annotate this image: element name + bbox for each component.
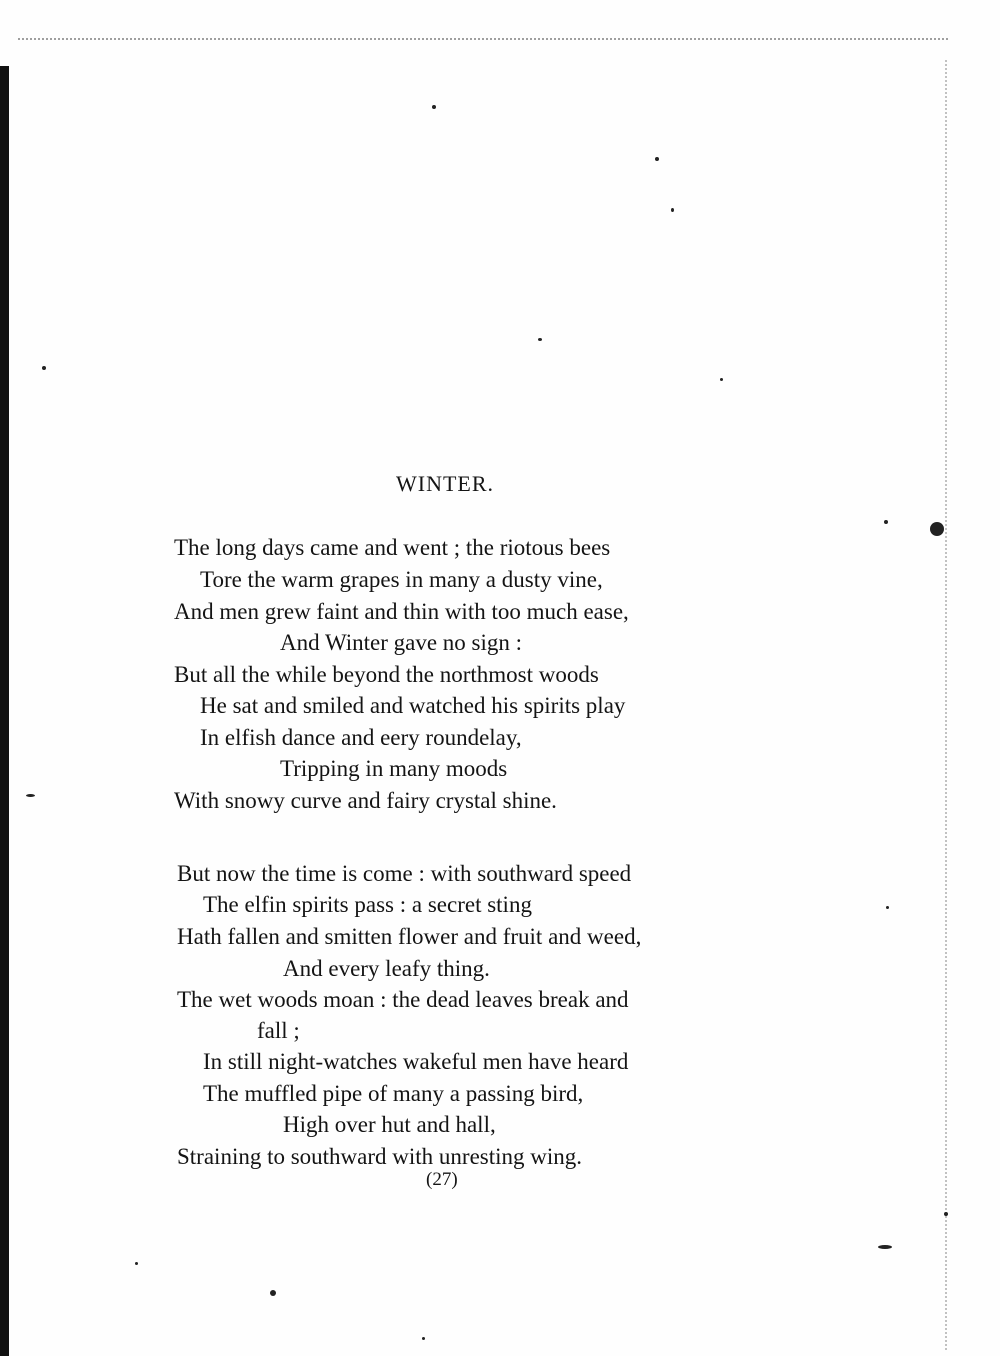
page-top-edge <box>18 38 948 43</box>
speck <box>135 1262 138 1265</box>
poem-line: Straining to southward with unresting wing. <box>177 1144 583 1169</box>
poem-line: With snowy curve and fairy crystal shine. <box>174 788 557 813</box>
poem-line: But now the time is come : with southward speed <box>177 861 632 886</box>
poem-line: Tripping in many moods <box>280 756 508 781</box>
speck <box>671 208 674 212</box>
speck <box>878 1245 892 1249</box>
speck <box>42 366 46 370</box>
poem-line: In elfish dance and eery roundelay, <box>200 725 522 750</box>
speck <box>432 105 436 109</box>
poem-line: In still night-watches wakeful men have heard <box>203 1049 629 1074</box>
poem-line: And every leafy thing. <box>283 956 490 981</box>
poem-line: He sat and smiled and watched his spirits play <box>200 693 626 718</box>
page-left-edge-shadow <box>0 66 9 1356</box>
speck <box>270 1290 276 1296</box>
poem-line: High over hut and hall, <box>283 1112 496 1137</box>
speck <box>538 338 542 341</box>
poem-line: The elfin spirits pass : a secret sting <box>203 892 532 917</box>
poem-line: The long days came and went ; the riotous bees <box>174 535 611 560</box>
poem-line: The wet woods moan : the dead leaves break and <box>177 987 629 1012</box>
speck <box>886 906 889 909</box>
poem-line: But all the while beyond the northmost woods <box>174 662 599 687</box>
speck <box>930 522 944 536</box>
speck <box>422 1337 425 1340</box>
poem-line: fall ; <box>257 1018 300 1043</box>
poem-title: WINTER. <box>395 471 495 496</box>
page-right-edge <box>945 60 949 1350</box>
speck <box>26 794 35 797</box>
poem-line: And men grew faint and thin with too much ease, <box>174 599 629 624</box>
poem-line: And Winter gave no sign : <box>280 630 523 655</box>
poem-line: Hath fallen and smitten flower and fruit and weed, <box>177 924 642 949</box>
page-number: (27) <box>426 1169 458 1190</box>
speck <box>655 157 659 161</box>
speck <box>720 378 723 381</box>
poem-line: Tore the warm grapes in many a dusty vine, <box>200 567 603 592</box>
poem-line: The muffled pipe of many a passing bird, <box>203 1081 584 1106</box>
speck <box>944 1212 948 1216</box>
speck <box>884 520 888 524</box>
